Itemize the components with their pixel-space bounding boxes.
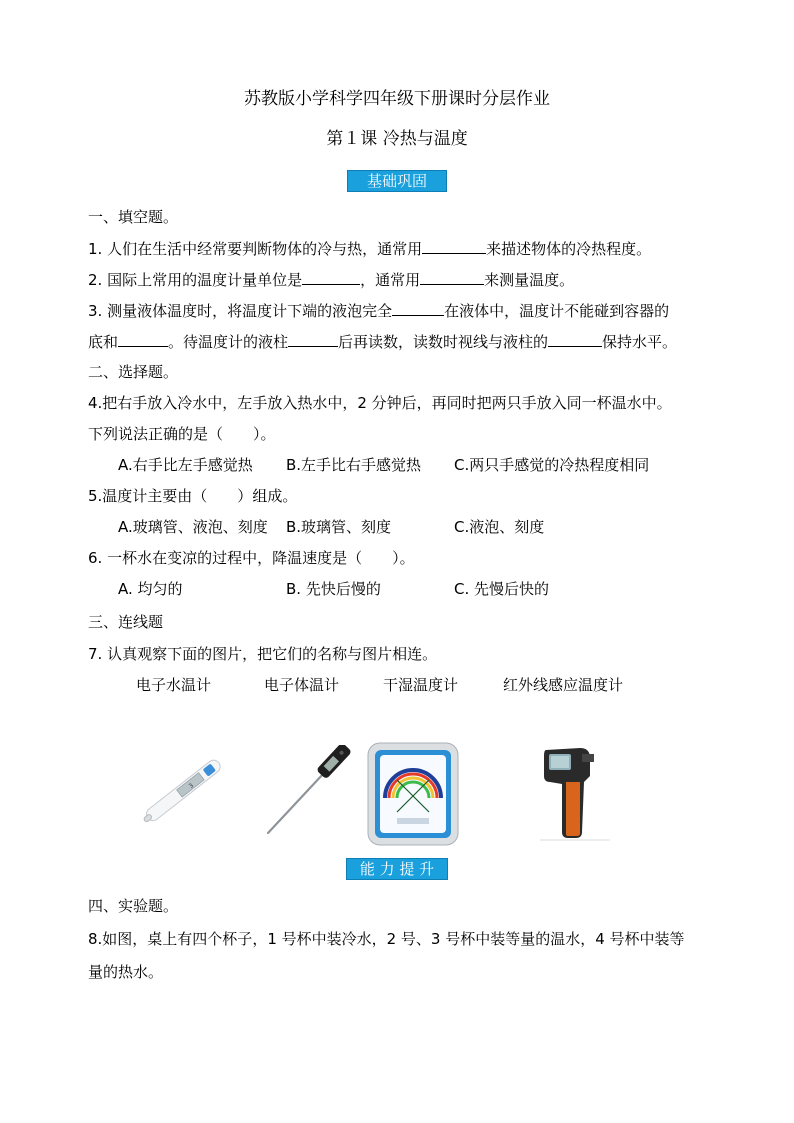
answer-blank[interactable]	[548, 331, 602, 347]
q6-option-c[interactable]: C. 先慢后快的	[454, 580, 550, 598]
q3-text-e: 后再读数，读数时视线与液柱的	[338, 333, 549, 351]
q7-stem: 7. 认真观察下面的图片，把它们的名称与图片相连。	[88, 645, 438, 663]
q3-text-a: 3. 测量液体温度时，将温度计下端的液泡完全	[88, 302, 393, 320]
q6-stem: 6. 一杯水在变凉的过程中，降温速度是（ ）。	[88, 549, 415, 567]
hygrometer-icon[interactable]	[367, 742, 459, 846]
digital-body-thermometer-icon[interactable]	[132, 740, 234, 840]
q4-option-c[interactable]: C.两只手感觉的冷热程度相同	[454, 456, 650, 474]
page-title: 苏教版小学科学四年级下册课时分层作业	[244, 89, 550, 109]
q2-text-a: 2. 国际上常用的温度计量单位是	[88, 271, 303, 289]
q2-text-b: ，通常用	[360, 271, 421, 289]
infrared-thermometer-icon[interactable]	[540, 742, 610, 842]
q8-line2: 量的热水。	[88, 963, 164, 981]
q3-text-d: 。待温度计的液柱	[168, 333, 289, 351]
q4-stem-line2: 下列说法正确的是（ ）。	[88, 425, 276, 443]
q8-line1: 8.如图，桌上有四个杯子，1 号杯中装冷水，2 号、3 号杯中装等量的温水，4 号杯中装等	[88, 930, 685, 948]
q3-text-c: 底和	[88, 333, 119, 351]
answer-blank[interactable]	[118, 331, 168, 347]
answer-blank[interactable]	[288, 331, 338, 347]
section-choice: 二、选择题。	[88, 363, 179, 381]
q2-text-c: 来测量温度。	[484, 271, 575, 289]
q4-option-a[interactable]: A.右手比左手感觉热	[118, 456, 253, 474]
answer-blank[interactable]	[392, 300, 444, 316]
question-2	[88, 269, 574, 290]
match-name-water-thermometer[interactable]: 电子水温计	[136, 676, 212, 694]
banner-basic: 基础巩固	[347, 170, 447, 192]
banner-advanced: 能 力 提 升	[346, 858, 448, 880]
question-3-line1	[88, 300, 669, 321]
q3-text-b: 在液体中，温度计不能碰到容器的	[444, 302, 670, 320]
question-3-line2	[88, 331, 677, 352]
answer-blank[interactable]	[302, 269, 360, 285]
q4-stem-line1: 4.把右手放入冷水中，左手放入热水中，2 分钟后，再同时把两只手放入同一杯温水中。	[88, 394, 672, 412]
q6-option-a[interactable]: A. 均匀的	[118, 580, 183, 598]
q5-option-c[interactable]: C.液泡、刻度	[454, 518, 545, 536]
match-name-infrared-thermometer[interactable]: 红外线感应温度计	[503, 676, 624, 694]
q5-option-b[interactable]: B.玻璃管、刻度	[286, 518, 392, 536]
match-name-hygrometer[interactable]: 干湿温度计	[383, 676, 459, 694]
lesson-title: 第１课 冷热与温度	[326, 129, 468, 149]
probe-water-thermometer-icon[interactable]	[262, 745, 357, 837]
q1-text-a: 1. 人们在生活中经常要判断物体的冷与热，通常用	[88, 240, 423, 258]
q5-stem: 5.温度计主要由（ ）组成。	[88, 487, 298, 505]
q1-text-b: 来描述物体的冷热程度。	[486, 240, 652, 258]
q4-option-b[interactable]: B.左手比右手感觉热	[286, 456, 422, 474]
answer-blank[interactable]	[422, 238, 486, 254]
section-fill: 一、填空题。	[88, 208, 179, 226]
answer-blank[interactable]	[420, 269, 484, 285]
q6-option-b[interactable]: B. 先快后慢的	[286, 580, 381, 598]
question-1	[88, 238, 651, 259]
svg-text:3: 3	[187, 782, 195, 790]
q3-text-f: 保持水平。	[602, 333, 678, 351]
q5-option-a[interactable]: A.玻璃管、液泡、刻度	[118, 518, 268, 536]
section-match: 三、连线题	[88, 613, 164, 631]
match-name-body-thermometer[interactable]: 电子体温计	[264, 676, 340, 694]
section-experiment: 四、实验题。	[88, 897, 179, 915]
